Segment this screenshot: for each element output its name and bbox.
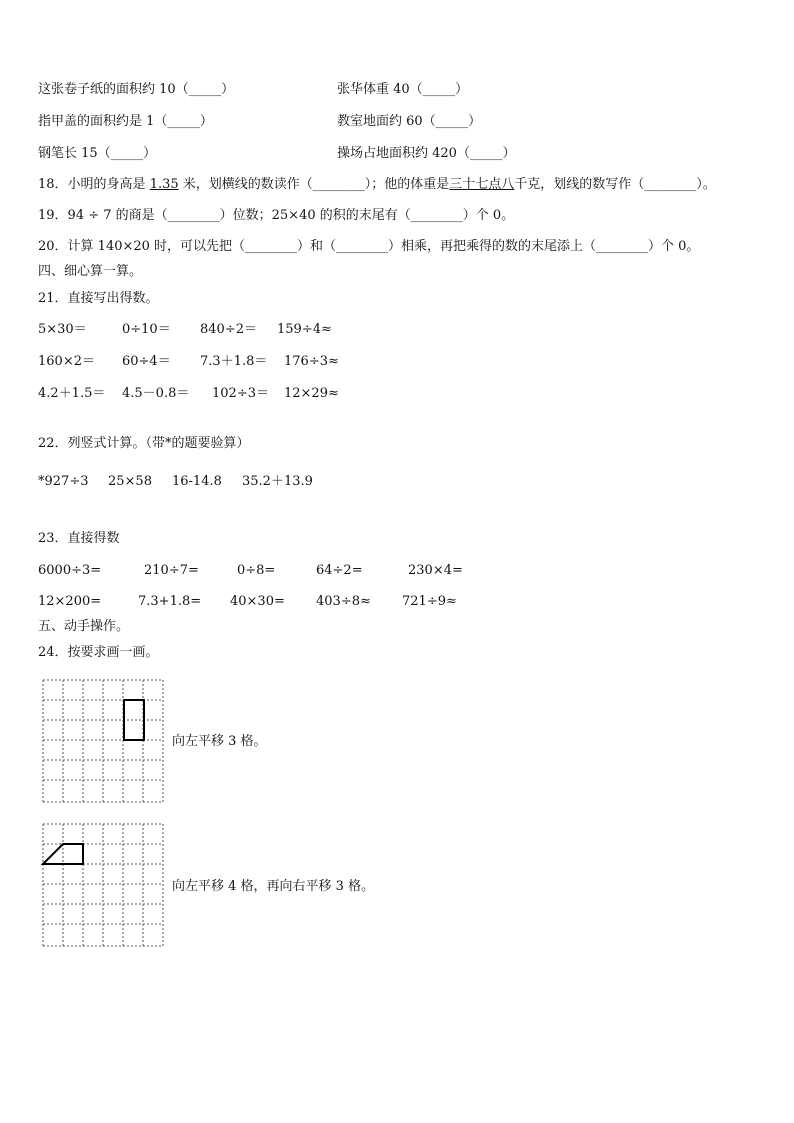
q23-cell: 64÷2=: [316, 563, 363, 578]
q21-title: 21．直接写出得数。: [38, 291, 159, 306]
q21-cell: 840÷2＝: [200, 322, 257, 337]
q23-cell: 403÷8≈: [316, 594, 371, 609]
q21-cell: 102÷3＝: [212, 386, 269, 401]
q23-cell: 7.3+1.8=: [138, 594, 202, 609]
q21-cell: 160×2＝: [38, 354, 95, 369]
q22-item: 16-14.8: [172, 474, 222, 489]
q23-cell: 40×30=: [230, 594, 285, 609]
q21-cell: 0÷10＝: [122, 322, 171, 337]
q23-cell: 6000÷3=: [38, 563, 102, 578]
q24-grid-2: [40, 822, 170, 948]
q23-cell: 230×4=: [408, 563, 463, 578]
question-19: 19．94 ÷ 7 的商是（________）位数；25×40 的积的末尾有（________）个 0。: [38, 208, 515, 223]
q18-text-1: 18．小明的身高是: [38, 177, 150, 192]
question-18: [38, 177, 716, 193]
q21-cell: 60÷4＝: [122, 354, 171, 369]
section-4-heading: 四、细心算一算。: [38, 264, 143, 279]
q23-cell: 12×200=: [38, 594, 102, 609]
q21-cell: 159÷4≈: [277, 322, 332, 337]
q22-item: 35.2＋13.9: [242, 474, 313, 489]
q21-cell: 4.2＋1.5＝: [38, 386, 106, 401]
q21-cell: 176÷3≈: [284, 354, 339, 369]
q23-title: 23．直接得数: [38, 531, 120, 546]
q17-item-nail-area: 指甲盖的面积约是 1（_____）: [38, 114, 213, 129]
q21-cell: 12×29≈: [284, 386, 339, 401]
q21-cell: 7.3＋1.8＝: [200, 354, 268, 369]
q24-grid-1: [40, 678, 170, 804]
q22-item: 25×58: [108, 474, 152, 489]
q17-item-paper-area: 这张卷子纸的面积约 10（_____）: [38, 82, 235, 97]
q18-weight-value: 三十七点八: [449, 177, 515, 192]
q22-title: 22．列竖式计算。（带*的题要验算）: [38, 436, 250, 451]
q22-item: *927÷3: [38, 474, 89, 489]
q24-task-2: 向左平移 4 格，再向右平移 3 格。: [172, 879, 375, 894]
q17-item-weight: 张华体重 40（_____）: [337, 82, 469, 97]
q18-height-value: 1.35: [149, 177, 179, 192]
q18-text-2: 米，划横线的数读作（________）；他的体重是: [178, 177, 450, 192]
q21-cell: 5×30＝: [38, 322, 87, 337]
q21-cell: 4.5－0.8＝: [122, 386, 190, 401]
q24-task-1: 向左平移 3 格。: [172, 734, 267, 749]
q17-item-classroom: 教室地面约 60（_____）: [337, 114, 482, 129]
q23-cell: 0÷8=: [237, 563, 276, 578]
section-5-heading: 五、动手操作。: [38, 619, 130, 634]
q23-cell: 210÷7=: [144, 563, 199, 578]
question-20: 20．计算 140×20 时，可以先把（________）和（________）相乘，再把乘得的数的末尾添上（________）个 0。: [38, 239, 700, 254]
q17-item-playground: 操场占地面积约 420（_____）: [337, 146, 516, 161]
q23-cell: 721÷9≈: [402, 594, 457, 609]
q17-item-pen-length: 钢笔长 15（_____）: [38, 146, 157, 161]
q18-text-3: 千克，划线的数写作（________）。: [514, 177, 716, 192]
q24-title: 24．按要求画一画。: [38, 645, 159, 660]
